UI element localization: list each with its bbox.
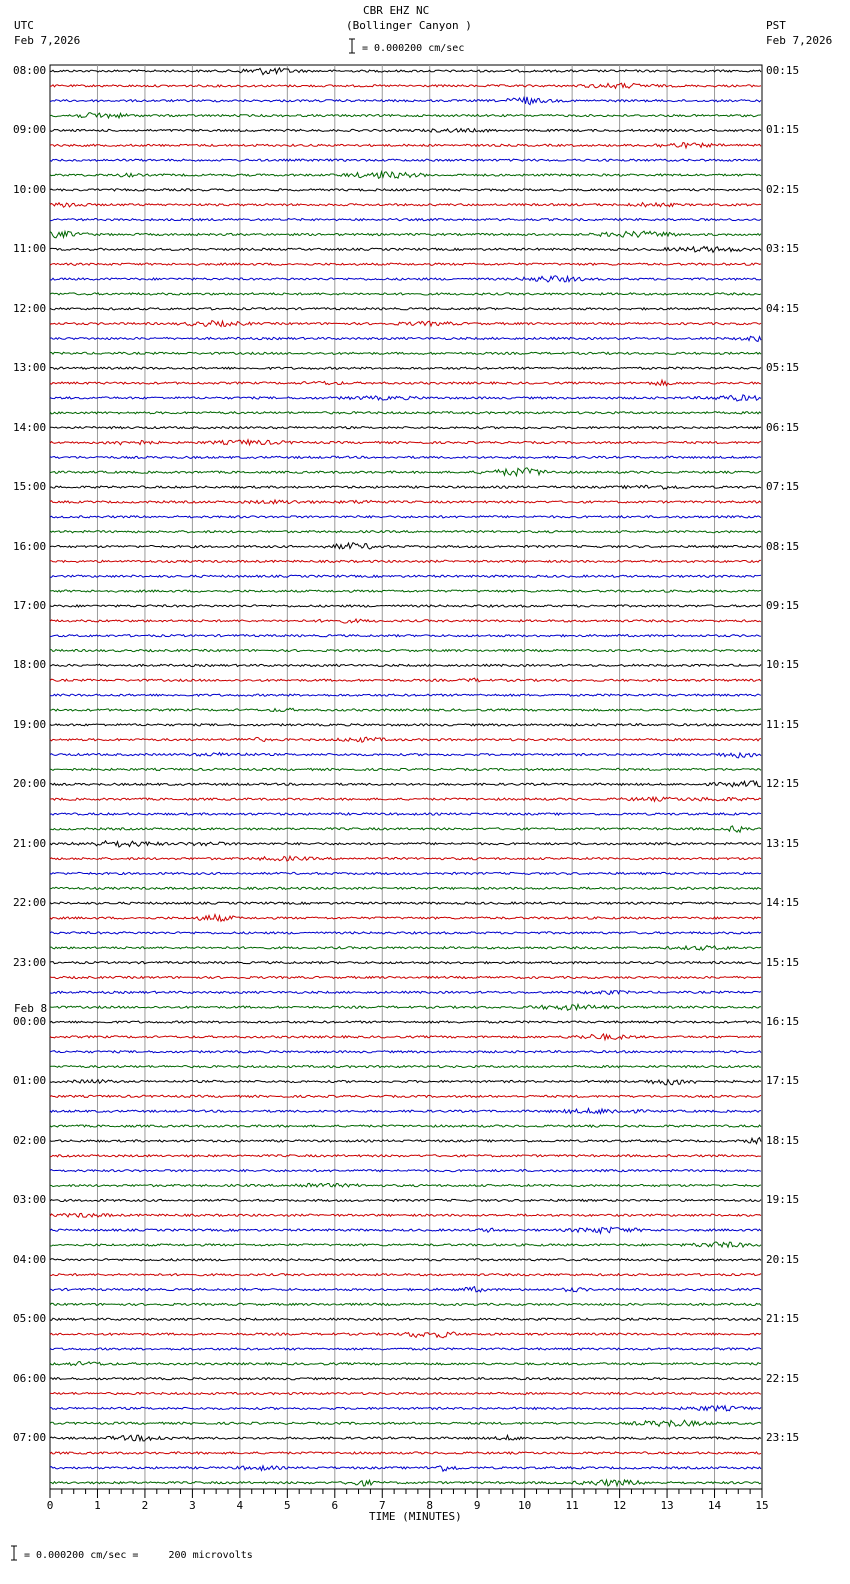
utc-hour-label: 12:00	[13, 301, 47, 315]
pst-hour-label: 20:15	[766, 1252, 800, 1266]
utc-hour-label: 22:00	[13, 896, 47, 910]
x-tick-label: 8	[426, 1499, 434, 1512]
pst-hour-label: 01:15	[766, 123, 800, 137]
pst-hour-label: 19:15	[766, 1193, 800, 1207]
footer-scale-note: = 0.000200 cm/sec = 200 microvolts	[24, 1550, 253, 1561]
seismic-trace	[50, 380, 761, 386]
seismic-trace	[50, 1109, 761, 1114]
pst-hour-label: 22:15	[766, 1371, 800, 1385]
pst-hour-label: 11:15	[766, 717, 800, 731]
seismic-trace	[50, 159, 761, 161]
seismic-trace	[50, 1332, 761, 1338]
seismic-trace	[50, 172, 761, 179]
seismic-trace	[50, 1452, 761, 1454]
seismic-trace	[50, 737, 761, 742]
seismic-trace	[50, 856, 761, 861]
x-axis-label: TIME (MINUTES)	[369, 1510, 462, 1523]
utc-hour-label: 09:00	[13, 123, 47, 137]
seismic-trace	[50, 753, 761, 758]
seismic-trace	[50, 321, 761, 327]
seismic-trace	[50, 1318, 761, 1320]
x-tick-label: 6	[331, 1499, 339, 1512]
seismic-trace	[50, 219, 761, 221]
seismic-trace	[50, 1155, 761, 1157]
seismic-trace	[50, 263, 761, 265]
utc-hour-label: 00:00	[13, 1015, 47, 1029]
seismic-trace	[50, 367, 761, 369]
utc-hour-label: 04:00	[13, 1252, 47, 1266]
seismic-trace	[50, 189, 761, 191]
seismic-trace	[50, 619, 761, 623]
pst-hour-label: 00:15	[766, 64, 800, 77]
seismic-trace	[50, 1021, 761, 1023]
seismic-trace	[50, 1227, 761, 1233]
x-tick-label: 12	[612, 1499, 627, 1512]
utc-hour-label: 16:00	[13, 539, 47, 553]
seismic-trace	[50, 440, 761, 445]
pst-hour-label: 23:15	[766, 1431, 800, 1445]
seismic-trace	[50, 1138, 761, 1144]
date-change-label: Feb 8	[14, 1002, 48, 1015]
right-date: Feb 7,2026	[766, 34, 833, 47]
x-tick-label: 0	[46, 1499, 54, 1512]
utc-hour-label: 08:00	[13, 64, 47, 77]
seismic-trace	[50, 962, 761, 964]
seismic-trace	[50, 1303, 761, 1305]
x-tick-label: 15	[755, 1499, 769, 1512]
seismic-trace	[50, 1480, 761, 1486]
seismic-trace	[50, 635, 761, 637]
utc-hour-label: 23:00	[13, 955, 47, 969]
pst-hour-label: 02:15	[766, 182, 800, 196]
seismic-trace	[50, 68, 761, 75]
seismic-trace	[50, 485, 761, 489]
seismic-trace	[50, 887, 761, 889]
pst-hour-label: 07:15	[766, 480, 800, 494]
seismic-trace	[50, 1004, 761, 1010]
x-tick-label: 4	[236, 1499, 244, 1512]
seismic-trace	[50, 946, 761, 951]
seismic-trace	[50, 1213, 761, 1217]
x-tick-label: 1	[94, 1499, 101, 1512]
seismic-trace	[50, 308, 761, 310]
pst-hour-label: 21:15	[766, 1312, 800, 1326]
seismic-trace	[50, 293, 761, 295]
utc-hour-label: 15:00	[13, 480, 47, 494]
seismic-trace	[50, 1287, 761, 1292]
pst-hour-label: 09:15	[766, 598, 800, 612]
pst-hour-label: 17:15	[766, 1074, 800, 1088]
seismic-trace	[50, 826, 761, 832]
seismic-trace	[50, 336, 761, 341]
seismic-trace	[50, 1420, 761, 1426]
seismic-trace	[50, 1095, 761, 1097]
seismic-trace	[50, 902, 761, 904]
right-timezone: PST	[766, 19, 786, 32]
pst-hour-label: 15:15	[766, 955, 800, 969]
pst-hour-label: 18:15	[766, 1133, 800, 1147]
utc-hour-label: 01:00	[13, 1074, 47, 1088]
utc-hour-label: 05:00	[13, 1312, 47, 1326]
seismic-trace	[50, 932, 761, 934]
seismic-trace	[50, 129, 761, 133]
seismic-trace	[50, 1034, 761, 1040]
pst-hour-label: 16:15	[766, 1015, 800, 1029]
seismic-trace	[50, 516, 761, 518]
utc-hour-label: 07:00	[13, 1431, 47, 1445]
pst-hour-label: 03:15	[766, 242, 800, 256]
seismic-trace	[50, 797, 761, 801]
seismic-trace	[50, 395, 761, 401]
seismic-trace	[50, 1392, 761, 1394]
seismic-trace	[50, 1170, 761, 1172]
pst-hour-label: 05:15	[766, 361, 800, 375]
seismic-trace	[50, 1274, 761, 1276]
seismic-trace	[50, 456, 761, 458]
pst-hour-label: 08:15	[766, 539, 800, 553]
seismic-trace	[50, 427, 761, 429]
utc-hour-label: 11:00	[13, 242, 47, 256]
scale-text: = 0.000200 cm/sec	[362, 43, 465, 54]
pst-hour-label: 04:15	[766, 301, 800, 315]
seismic-trace	[50, 531, 761, 533]
x-tick-label: 11	[565, 1499, 579, 1512]
seismic-trace	[50, 590, 761, 592]
utc-hour-label: 14:00	[13, 420, 47, 434]
seismic-trace	[50, 143, 761, 148]
utc-hour-label: 18:00	[13, 658, 47, 672]
utc-hour-label: 06:00	[13, 1371, 47, 1385]
seismic-trace	[50, 664, 761, 666]
seismic-trace	[50, 768, 761, 770]
x-tick-label: 2	[141, 1499, 149, 1512]
seismic-trace	[50, 352, 761, 354]
utc-hour-label: 21:00	[13, 836, 47, 850]
utc-hour-label: 17:00	[13, 598, 47, 612]
seismic-trace	[50, 1066, 761, 1068]
left-date: Feb 7,2026	[14, 34, 81, 47]
seismic-trace	[50, 1466, 761, 1472]
seismic-trace	[50, 575, 761, 577]
seismic-trace	[50, 841, 761, 847]
utc-hour-label: 13:00	[13, 361, 47, 375]
x-tick-label: 5	[284, 1499, 291, 1512]
x-tick-label: 14	[707, 1499, 722, 1512]
seismic-trace	[50, 1348, 761, 1350]
utc-hour-label: 10:00	[13, 182, 47, 196]
seismic-trace	[50, 276, 761, 282]
seismic-trace	[50, 813, 761, 815]
seismic-trace	[50, 543, 761, 549]
seismic-trace	[50, 203, 761, 208]
seismic-trace	[50, 560, 761, 562]
seismic-trace	[50, 113, 761, 118]
seismic-trace	[50, 1183, 761, 1187]
x-tick-label: 13	[660, 1499, 674, 1512]
seismic-trace	[50, 976, 761, 978]
utc-hour-label: 02:00	[13, 1133, 47, 1147]
seismic-trace	[50, 500, 761, 504]
seismic-trace	[50, 605, 761, 607]
seismic-trace	[50, 708, 761, 711]
site-title: (Bollinger Canyon )	[346, 19, 472, 32]
utc-hour-label: 03:00	[13, 1193, 47, 1207]
seismic-trace	[50, 468, 761, 476]
seismic-trace	[50, 1435, 761, 1441]
seismic-trace	[50, 694, 761, 696]
left-timezone: UTC	[14, 19, 34, 32]
seismic-trace	[50, 781, 761, 787]
seismic-trace	[50, 231, 761, 238]
x-tick-label: 3	[189, 1499, 196, 1512]
pst-hour-label: 12:15	[766, 777, 800, 791]
station-title: CBR EHZ NC	[363, 4, 430, 17]
x-tick-label: 10	[518, 1499, 532, 1512]
seismic-trace	[50, 991, 761, 995]
seismic-trace	[50, 412, 761, 414]
seismic-trace	[50, 724, 761, 726]
pst-hour-label: 13:15	[766, 836, 800, 850]
seismic-trace	[50, 83, 761, 88]
seismic-trace	[50, 1259, 761, 1261]
seismic-trace	[50, 1406, 761, 1411]
seismic-trace	[50, 678, 761, 682]
seismic-trace	[50, 915, 761, 922]
pst-hour-label: 14:15	[766, 896, 800, 910]
pst-hour-label: 10:15	[766, 658, 800, 672]
seismic-trace	[50, 1199, 761, 1201]
utc-hour-label: 19:00	[13, 717, 47, 731]
seismic-trace	[50, 97, 761, 105]
seismic-trace	[50, 1378, 761, 1380]
utc-hour-label: 20:00	[13, 777, 47, 791]
seismic-trace	[50, 247, 761, 253]
seismic-trace	[50, 1080, 761, 1085]
pst-hour-label: 06:15	[766, 420, 800, 434]
x-tick-label: 7	[378, 1499, 386, 1512]
seismic-trace	[50, 649, 761, 651]
seismic-trace	[50, 1362, 761, 1366]
x-tick-label: 9	[473, 1499, 481, 1512]
seismic-trace	[50, 1125, 761, 1127]
seismic-trace	[50, 872, 761, 874]
seismic-trace	[50, 1242, 761, 1247]
seismic-trace	[50, 1051, 761, 1053]
